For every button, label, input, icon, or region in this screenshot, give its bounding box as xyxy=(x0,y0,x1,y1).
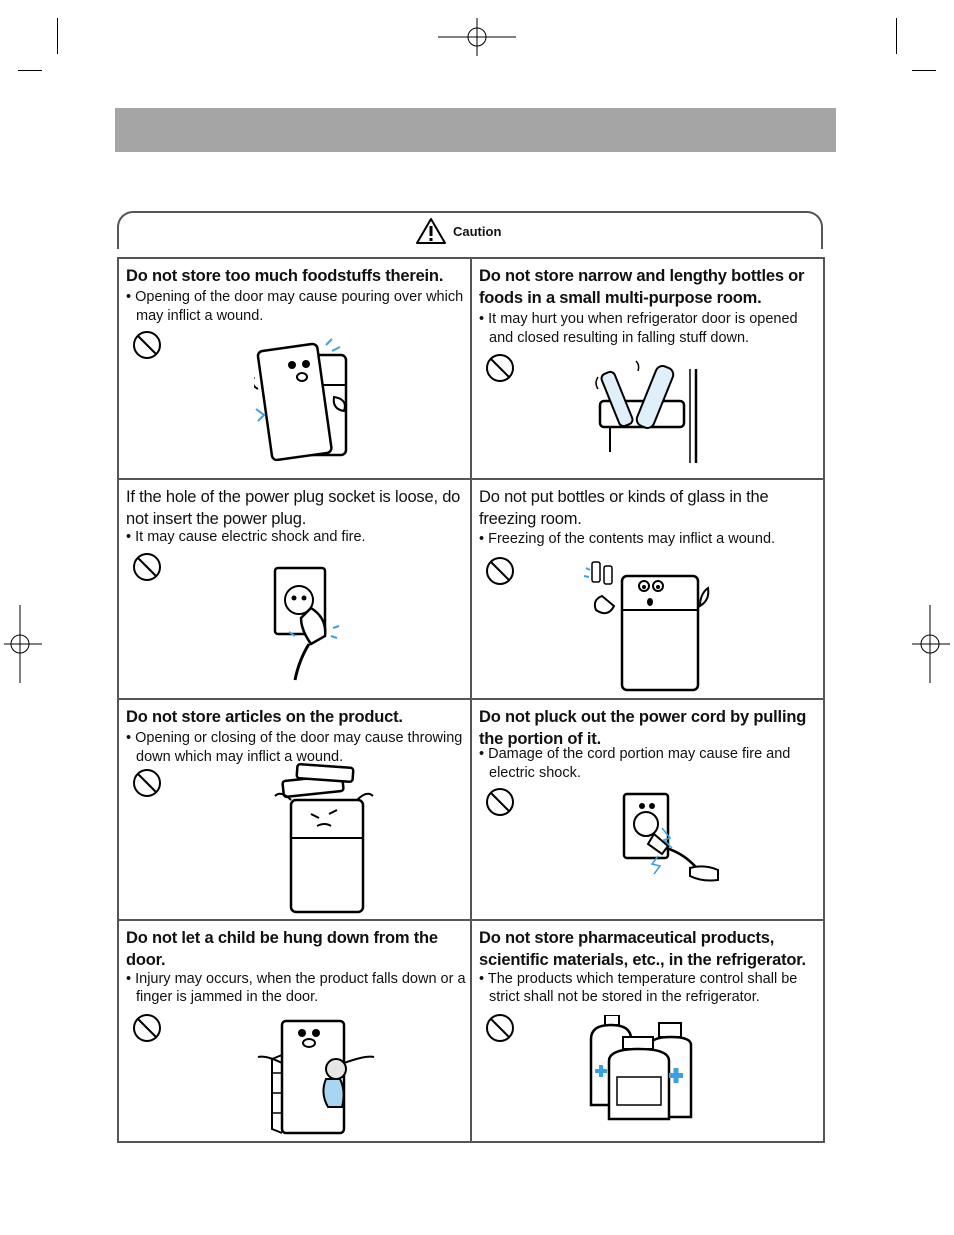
caution-item-child-hang xyxy=(119,921,472,1142)
no-symbol-icon xyxy=(485,556,515,586)
registration-mark xyxy=(912,605,950,683)
caution-item-body: • Opening of the door may cause pouring over which may inflict a wound. xyxy=(126,289,464,324)
caution-heading xyxy=(415,216,501,246)
caution-item-body: • Freezing of the contents may inflict a wound. xyxy=(479,530,776,547)
crop-mark xyxy=(912,70,936,71)
loose-socket-illustration xyxy=(269,562,359,684)
caution-item-pharmaceuticals xyxy=(472,921,825,1142)
no-symbol-icon xyxy=(485,787,515,817)
no-symbol-icon xyxy=(132,330,162,360)
caution-item-body: • It may hurt you when refrigerator door is opened and closed resulting in falling stuff down. xyxy=(479,311,798,346)
caution-label: Caution xyxy=(453,223,502,239)
child-hanging-door-illustration xyxy=(254,1013,379,1137)
door-shelf-bottles-illustration xyxy=(592,357,707,467)
caution-item-title: Do not pluck out the power cord by pulling the portion of it. xyxy=(479,708,807,748)
crop-mark xyxy=(18,70,42,71)
crop-mark xyxy=(57,18,58,54)
caution-item-loose-socket xyxy=(119,480,472,701)
caution-item-body: • Opening or closing of the door may cause throwing down which may inflict a wound. xyxy=(126,730,463,765)
registration-mark xyxy=(4,605,42,683)
caution-item-title: Do not store pharmaceutical products, scientific materials, etc., in the refrigerator. xyxy=(479,928,806,969)
caution-item-body: • It may cause electric shock and fire. xyxy=(126,528,366,545)
fridge-items-on-top-illustration xyxy=(269,762,379,914)
caution-item-articles-on-top xyxy=(119,700,472,921)
caution-item-title: If the hole of the power plug socket is loose, do not insert the power plug. xyxy=(126,487,461,528)
caution-item-overfill xyxy=(119,259,472,480)
fridge-overfill-illustration xyxy=(254,337,354,461)
caution-item-title: Do not store too much foodstuffs therein. xyxy=(126,267,444,285)
pull-cord-illustration xyxy=(610,784,722,906)
caution-item-pull-cord xyxy=(472,700,825,921)
caution-item-bottles-door xyxy=(472,259,825,480)
caution-item-body: • The products which temperature control shall be strict shall not be stored in the refrigerator. xyxy=(479,970,798,1005)
caution-item-title: Do not store articles on the product. xyxy=(126,708,403,726)
caution-item-title: Do not store narrow and lengthy bottles or foods in a small multi-purpose room. xyxy=(479,267,805,307)
medicine-bottles-illustration xyxy=(587,1015,697,1123)
header-bar xyxy=(115,108,836,152)
no-symbol-icon xyxy=(132,768,162,798)
caution-item-body: • Injury may occurs, when the product falls down or a finger is jammed in the door. xyxy=(126,970,466,1005)
no-symbol-icon xyxy=(485,353,515,383)
registration-mark xyxy=(438,18,516,56)
no-symbol-icon xyxy=(132,1013,162,1043)
no-symbol-icon xyxy=(132,552,162,582)
caution-item-body: • Damage of the cord portion may cause fire and electric shock. xyxy=(479,746,791,781)
caution-item-freezer-glass xyxy=(472,480,825,701)
caution-item-title: Do not put bottles or kinds of glass in the freezing room. xyxy=(479,487,769,528)
freezer-bottles-illustration xyxy=(582,554,712,694)
caution-grid xyxy=(117,257,825,1143)
crop-mark xyxy=(896,18,897,54)
no-symbol-icon xyxy=(485,1013,515,1043)
caution-item-title: Do not let a child be hung down from the door. xyxy=(126,928,438,969)
warning-triangle-icon xyxy=(415,217,447,245)
